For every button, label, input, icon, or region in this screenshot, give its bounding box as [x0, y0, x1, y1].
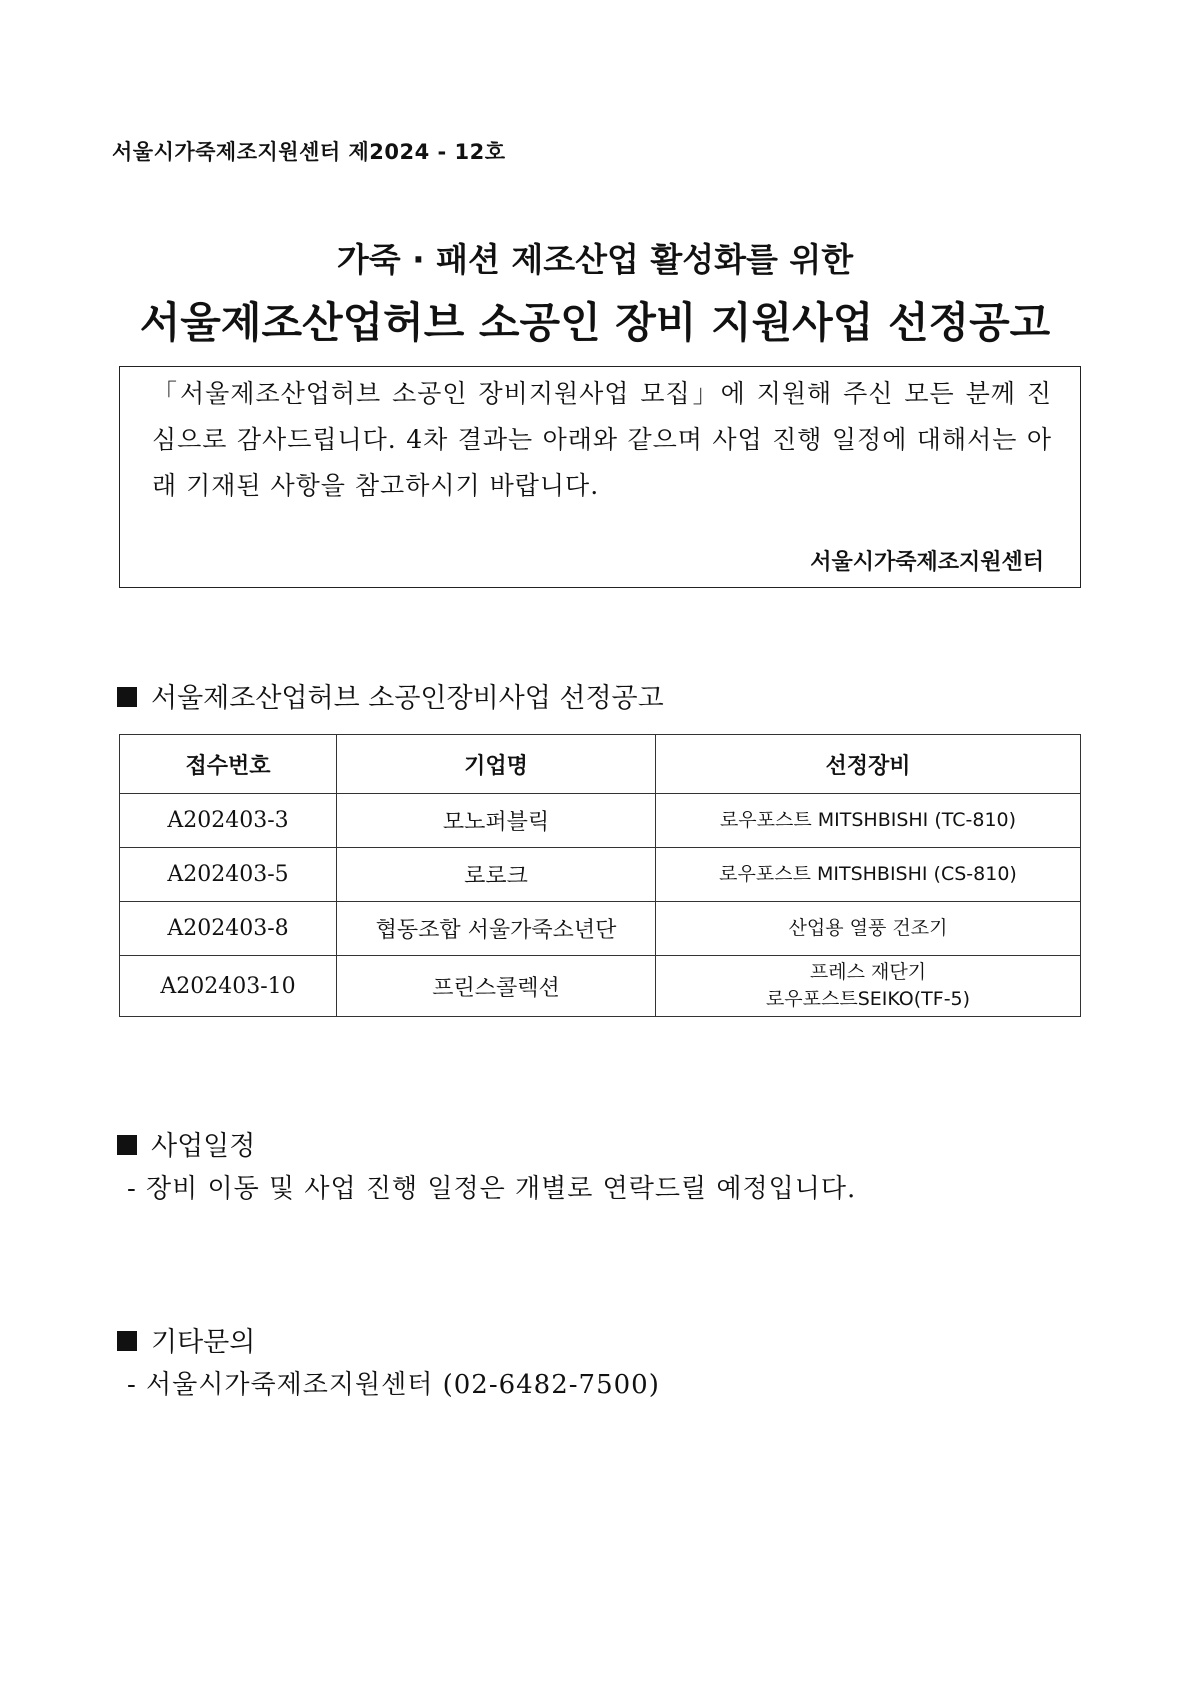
- title-subtitle: 가죽 · 패션 제조산업 활성화를 위한: [336, 240, 854, 279]
- cell-no: A202403-10: [120, 956, 337, 1017]
- equipment-line: 로우포스트 MITSHBISHI (TC-810): [719, 809, 1017, 831]
- table-row: [120, 902, 1081, 956]
- cell-company: 협동조합 서울가죽소년단: [337, 902, 656, 956]
- square-bullet-icon: [117, 1331, 137, 1351]
- table-header-row: [120, 735, 1081, 794]
- contact-heading: [117, 1320, 255, 1359]
- square-bullet-icon: [117, 1135, 137, 1155]
- equipment-line: 로우포스트 MITSHBISHI (CS-810): [719, 863, 1017, 885]
- contact-heading-text: 기타문의: [151, 1327, 256, 1358]
- cell-company: 모노퍼블릭: [337, 794, 656, 848]
- square-bullet-icon: [117, 687, 137, 707]
- selection-heading-text: 서울제조산업허브 소공인장비사업 선정공고: [151, 683, 664, 714]
- cell-equipment: [656, 794, 1081, 848]
- cell-equipment: [656, 848, 1081, 902]
- intro-box: [119, 366, 1081, 588]
- document-number: 서울시가죽제조지원센터 제2024 - 12호: [112, 140, 506, 164]
- cell-no: A202403-8: [120, 902, 337, 956]
- table-row: [120, 956, 1081, 1017]
- page-title: 서울제조산업허브 소공인 장비 지원사업 선정공고: [139, 298, 1051, 347]
- schedule-body: - 장비 이동 및 사업 진행 일정은 개별로 연락드릴 예정입니다.: [127, 1174, 857, 1204]
- intro-signature: 서울시가죽제조지원센터: [810, 550, 1044, 575]
- column-header-no: 접수번호: [120, 735, 337, 794]
- cell-company: 프린스콜렉션: [337, 956, 656, 1017]
- selection-table: [119, 734, 1081, 1017]
- contact-body: - 서울시가죽제조지원센터 (02-6482-7500): [127, 1370, 660, 1400]
- table-row: [120, 848, 1081, 902]
- cell-equipment: [656, 956, 1081, 1017]
- equipment-line: 로우포스트SEIKO(TF-5): [765, 988, 971, 1010]
- schedule-heading-text: 사업일정: [151, 1131, 256, 1162]
- cell-company: 로로크: [337, 848, 656, 902]
- table-row: [120, 794, 1081, 848]
- intro-text: 「서울제조산업허브 소공인 장비지원사업 모집」에 지원해 주신 모든 분께 진심으로 감사드립니다. 4차 결과는 아래와 같으며 사업 진행 일정에 대해서는 아래 기재된 사항을 참고하시기 바랍니다.: [152, 379, 1052, 500]
- column-header-equipment: 선정장비: [656, 735, 1081, 794]
- equipment-line: 프레스 재단기: [809, 961, 927, 983]
- schedule-heading: [117, 1124, 255, 1163]
- column-header-company: 기업명: [337, 735, 656, 794]
- cell-no: A202403-5: [120, 848, 337, 902]
- cell-no: A202403-3: [120, 794, 337, 848]
- equipment-line: 산업용 열풍 건조기: [788, 917, 948, 939]
- selection-heading: [117, 676, 664, 715]
- cell-equipment: [656, 902, 1081, 956]
